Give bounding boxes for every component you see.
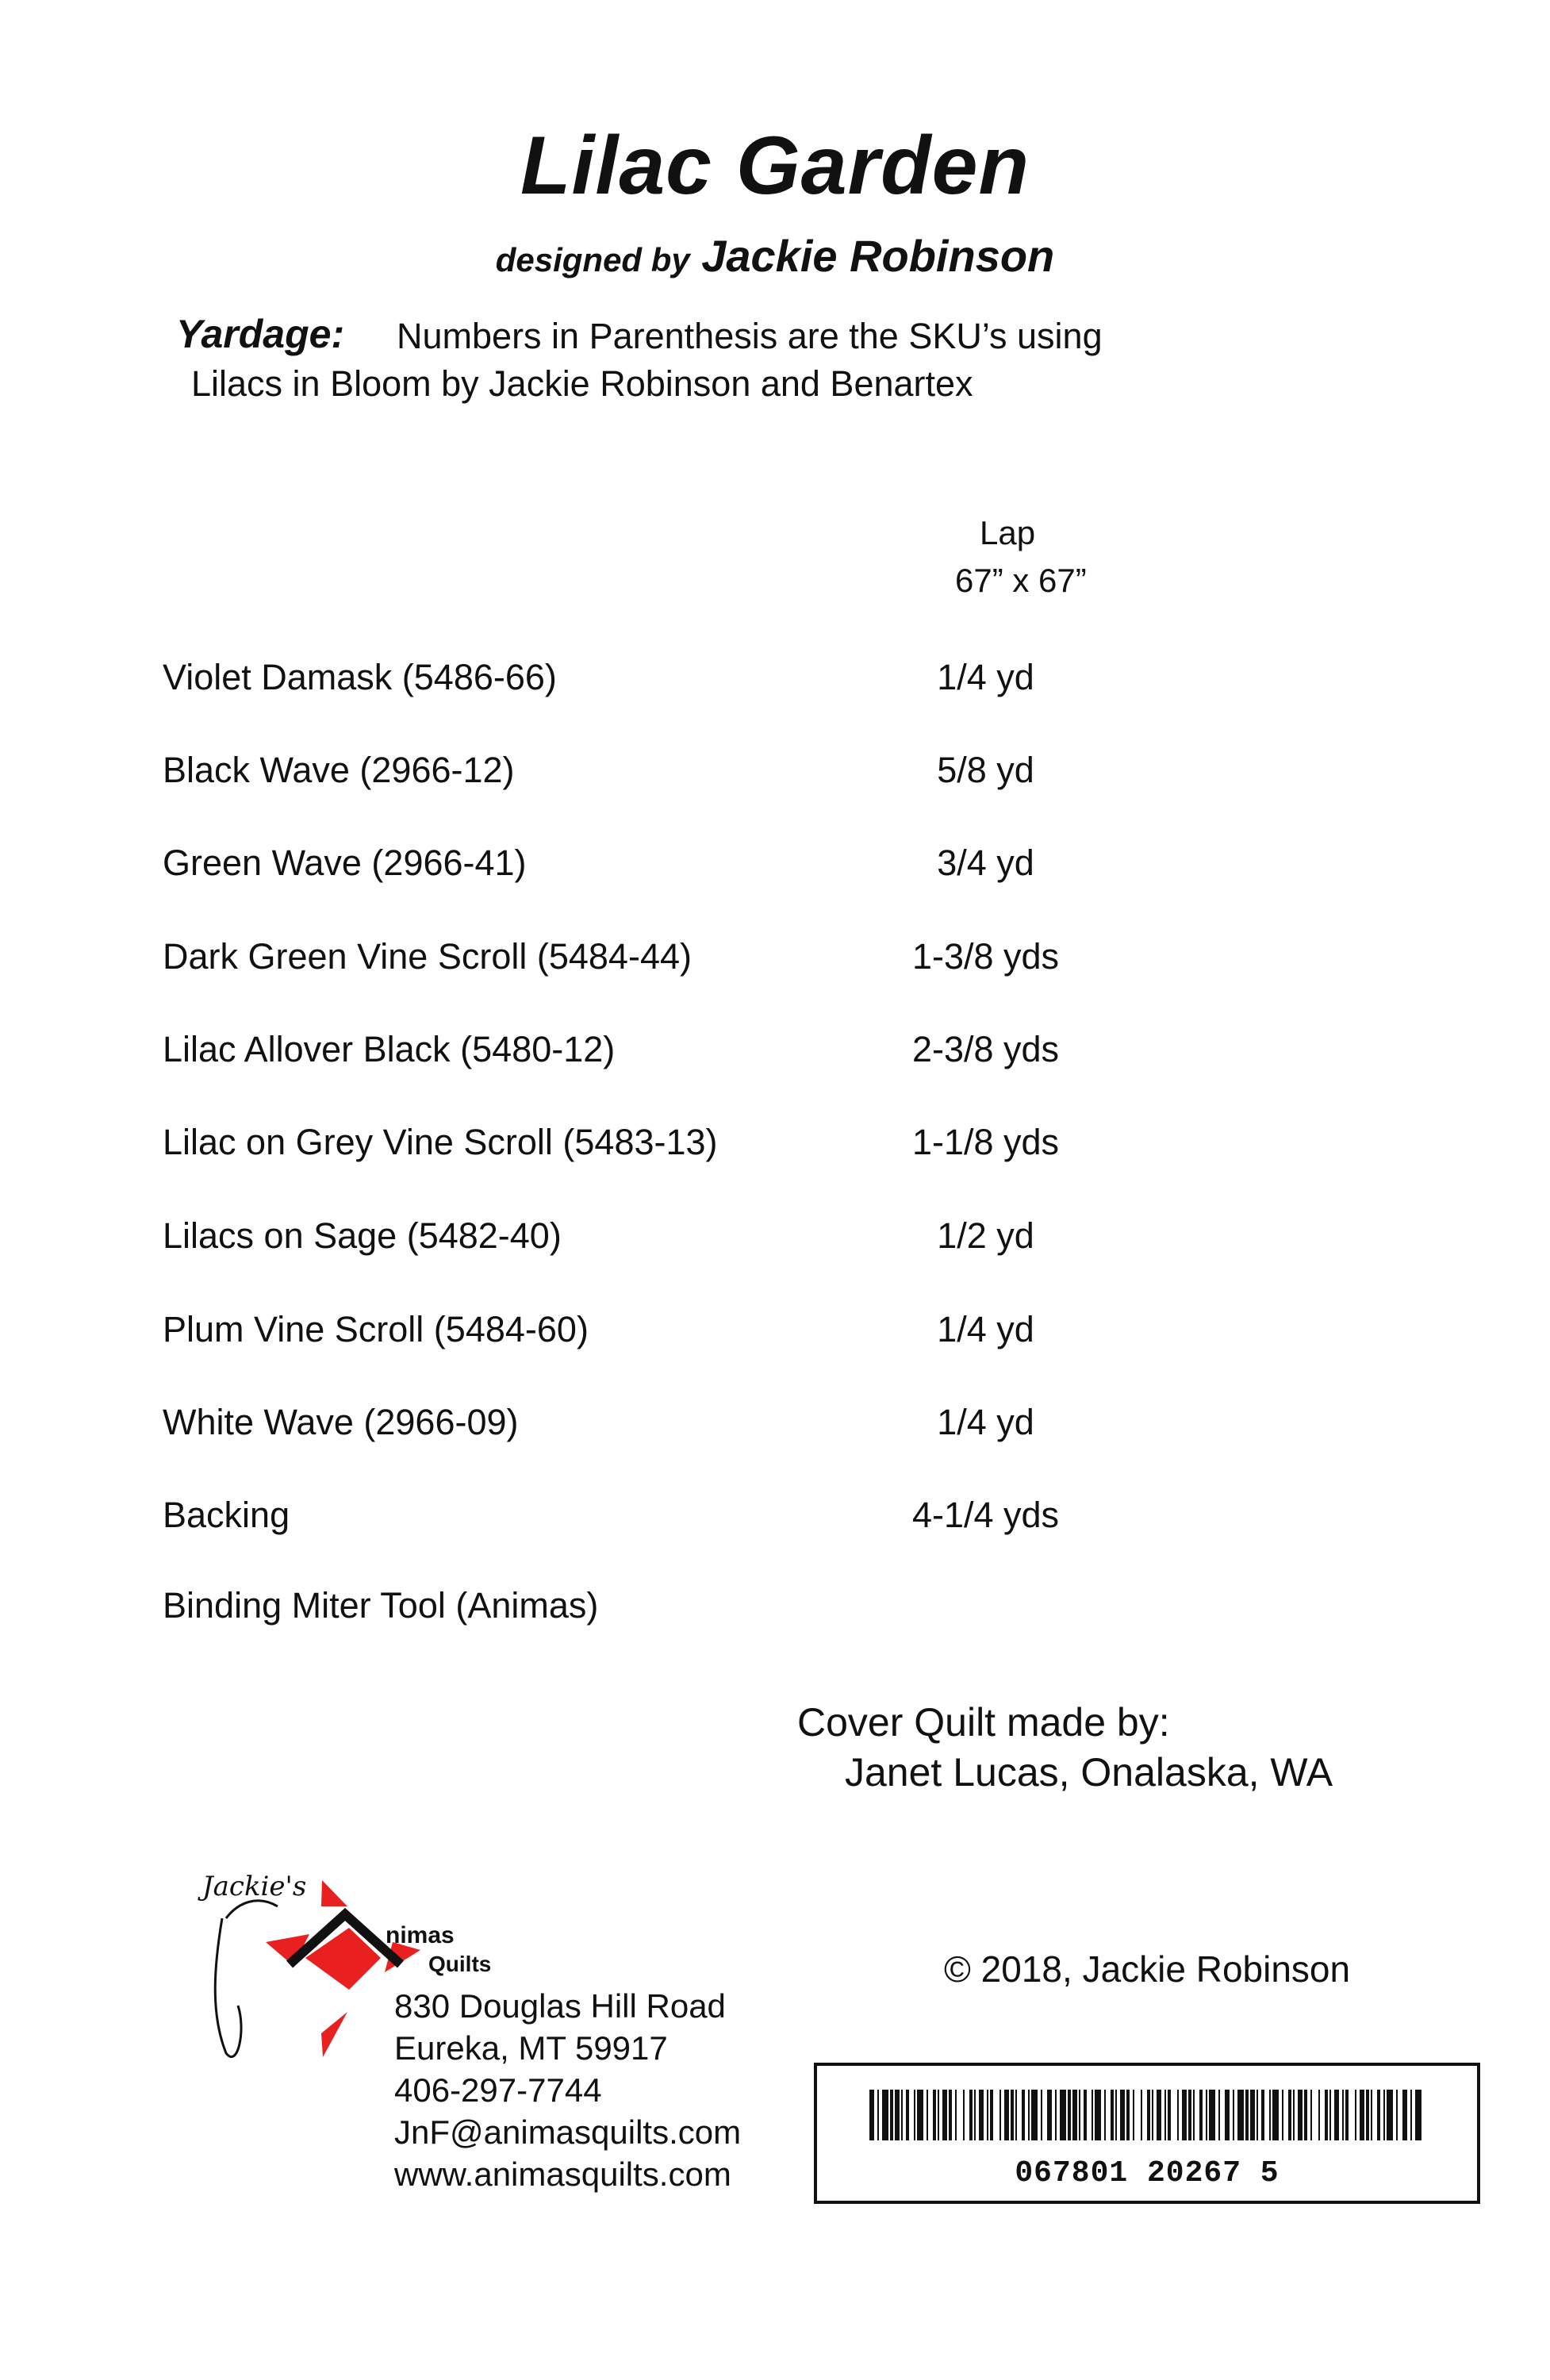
barcode-bar (1415, 2090, 1421, 2140)
barcode-bar (1282, 2090, 1283, 2140)
barcode-bar (1157, 2090, 1161, 2140)
barcode-bar (1298, 2090, 1303, 2140)
barcode-bar (914, 2090, 915, 2140)
barcode-bar (1402, 2090, 1407, 2140)
size-column-name: Lap (980, 514, 1036, 551)
fabric-qty: 1/4 yd (937, 1402, 1034, 1442)
barcode-bar (1072, 2090, 1077, 2140)
barcode-bar (942, 2090, 947, 2140)
barcode-bar (1177, 2090, 1179, 2140)
barcode-bar (1041, 2090, 1042, 2140)
fabric-name: Backing (163, 1495, 290, 1535)
fabric-name: Violet Damask (5486-66) (163, 657, 557, 697)
barcode-bar (1133, 2090, 1134, 2140)
barcode-bar (1366, 2090, 1369, 2140)
barcode-bar (1225, 2090, 1230, 2140)
barcode-bar (999, 2090, 1001, 2140)
size-column-dimensions: 67” x 67” (955, 562, 1087, 599)
barcode-bar (1060, 2090, 1066, 2140)
barcode-bars-icon (869, 2090, 1425, 2140)
barcode-bar (1237, 2090, 1244, 2140)
designer-name: Jackie Robinson (701, 231, 1055, 281)
barcode-bar (1218, 2090, 1220, 2140)
byline (0, 230, 1550, 282)
barcode-bar (969, 2090, 973, 2140)
barcode-bar (1147, 2090, 1150, 2140)
barcode-bar (1288, 2090, 1291, 2140)
barcode-bar (963, 2090, 965, 2140)
barcode-bar (1111, 2090, 1114, 2140)
barcode-bar (1115, 2090, 1117, 2140)
address-city: Eureka, MT 59917 (394, 2029, 668, 2067)
barcode-bar (979, 2090, 984, 2140)
barcode-bar (1095, 2090, 1101, 2140)
barcode-bar (927, 2090, 928, 2140)
barcode-bar (974, 2090, 976, 2140)
barcode-bar (949, 2090, 952, 2140)
barcode-bar (1120, 2090, 1125, 2140)
barcode-bar (1011, 2090, 1014, 2140)
barcode-bar (882, 2090, 888, 2140)
barcode-bar (1261, 2090, 1264, 2140)
barcode-bar (917, 2090, 923, 2140)
barcode-bar (1188, 2090, 1191, 2140)
barcode-bar (1022, 2090, 1025, 2140)
barcode-bar (1047, 2090, 1052, 2140)
barcode-bar (1256, 2090, 1258, 2140)
fabric-qty: 1/4 yd (937, 1309, 1034, 1349)
barcode-bar (1355, 2090, 1356, 2140)
barcode-bar (1031, 2090, 1038, 2140)
barcode-bar (1141, 2090, 1142, 2140)
barcode-bar (1310, 2090, 1312, 2140)
yardage-note-line1: Numbers in Parenthesis are the SKU’s using (397, 316, 1103, 356)
barcode-bar (1004, 2090, 1009, 2140)
address-website[interactable]: www.animasquilts.com (394, 2155, 731, 2193)
barcode-bar (1079, 2090, 1080, 2140)
barcode-bar (1152, 2090, 1153, 2140)
fabric-name: Lilacs on Sage (5482-40) (163, 1215, 562, 1256)
barcode-bar (1068, 2090, 1071, 2140)
barcode-bar (1345, 2090, 1349, 2140)
barcode-bar (1329, 2090, 1331, 2140)
address-phone: 406-297-7744 (394, 2071, 602, 2109)
barcode-bar (1168, 2090, 1171, 2140)
cover-credit-label: Cover Quilt made by: (797, 1700, 1170, 1745)
fabric-qty: 1/4 yd (937, 657, 1034, 697)
barcode-bar (1304, 2090, 1307, 2140)
barcode-bar (1396, 2090, 1398, 2140)
designed-by-label: designed by (495, 241, 690, 278)
logo-script-text: Jackie's (202, 1871, 307, 1902)
barcode-bar (890, 2090, 893, 2140)
fabric-qty: 2-3/8 yds (911, 1029, 1060, 1069)
fabric-qty: 1-1/8 yds (911, 1122, 1060, 1162)
barcode-bar (955, 2090, 957, 2140)
barcode-bar (1206, 2090, 1207, 2140)
barcode-bar (1245, 2090, 1249, 2140)
barcode-bar (1233, 2090, 1234, 2140)
fabric-name: Binding Miter Tool (Animas) (163, 1585, 599, 1626)
barcode-bar (1272, 2090, 1279, 2140)
barcode-bar (1015, 2090, 1017, 2140)
barcode-bar (1325, 2090, 1328, 2140)
barcode-bar (1092, 2090, 1093, 2140)
fabric-name: Lilac on Grey Vine Scroll (5483-13) (163, 1122, 718, 1162)
barcode-bar (1055, 2090, 1057, 2140)
barcode-bar (1410, 2090, 1412, 2140)
barcode-bar (1318, 2090, 1320, 2140)
barcode-bar (906, 2090, 909, 2140)
barcode-bar (869, 2090, 874, 2140)
fabric-qty: 5/8 yd (937, 750, 1034, 790)
barcode-bar (1084, 2090, 1087, 2140)
logo-word-animas: nimas (386, 1922, 455, 1948)
fabric-name: Green Wave (2966-41) (163, 843, 527, 883)
fabric-name: Dark Green Vine Scroll (5484-44) (163, 936, 692, 977)
barcode-bar (1293, 2090, 1295, 2140)
cover-credit-maker: Janet Lucas, Onalaska, WA (845, 1750, 1333, 1795)
barcode-bar (1269, 2090, 1271, 2140)
barcode-bar (1199, 2090, 1203, 2140)
yardage-label: Yardage: (176, 312, 345, 356)
barcode-bar (1342, 2090, 1344, 2140)
barcode-bar (1182, 2090, 1187, 2140)
fabric-name: Lilac Allover Black (5480-12) (163, 1029, 616, 1069)
fabric-qty: 4-1/4 yds (911, 1495, 1060, 1535)
barcode-bar (901, 2090, 903, 2140)
barcode-bar (1126, 2090, 1130, 2140)
address-email[interactable]: JnF@animasquilts.com (394, 2113, 742, 2151)
barcode-bar (1334, 2090, 1339, 2140)
barcode-bar (990, 2090, 993, 2140)
barcode-bar (1371, 2090, 1372, 2140)
logo-word-quilts: Quilts (428, 1952, 492, 1976)
barcode-bar (1104, 2090, 1106, 2140)
fabric-qty: 1-3/8 yds (911, 936, 1060, 977)
fabric-qty: 3/4 yd (937, 843, 1034, 883)
barcode-bar (933, 2090, 936, 2140)
barcode-bar (877, 2090, 879, 2140)
barcode-bar (938, 2090, 939, 2140)
barcode-bar (1250, 2090, 1255, 2140)
barcode-bar (1383, 2090, 1385, 2140)
yardage-note-line2: Lilacs in Bloom by Jackie Robinson and Benartex (191, 363, 973, 404)
address-street: 830 Douglas Hill Road (394, 1987, 726, 2025)
page-title: Lilac Garden (520, 120, 1030, 212)
fabric-name: White Wave (2966-09) (163, 1402, 519, 1442)
barcode-bar (895, 2090, 900, 2140)
fabric-qty: 1/2 yd (937, 1215, 1034, 1256)
barcode-bar (1387, 2090, 1393, 2140)
fabric-name: Black Wave (2966-12) (163, 750, 515, 790)
fabric-name: Plum Vine Scroll (5484-60) (163, 1309, 589, 1349)
barcode-bar (1360, 2090, 1364, 2140)
copyright: © 2018, Jackie Robinson (944, 1948, 1351, 1990)
barcode-bar (987, 2090, 988, 2140)
barcode-bar (1377, 2090, 1380, 2140)
barcode-bar (1164, 2090, 1166, 2140)
barcode-bar (1209, 2090, 1215, 2140)
barcode-digits: 067801 20267 5 (1015, 2156, 1280, 2190)
barcode-bar (1193, 2090, 1195, 2140)
barcode-bar (1028, 2090, 1030, 2140)
